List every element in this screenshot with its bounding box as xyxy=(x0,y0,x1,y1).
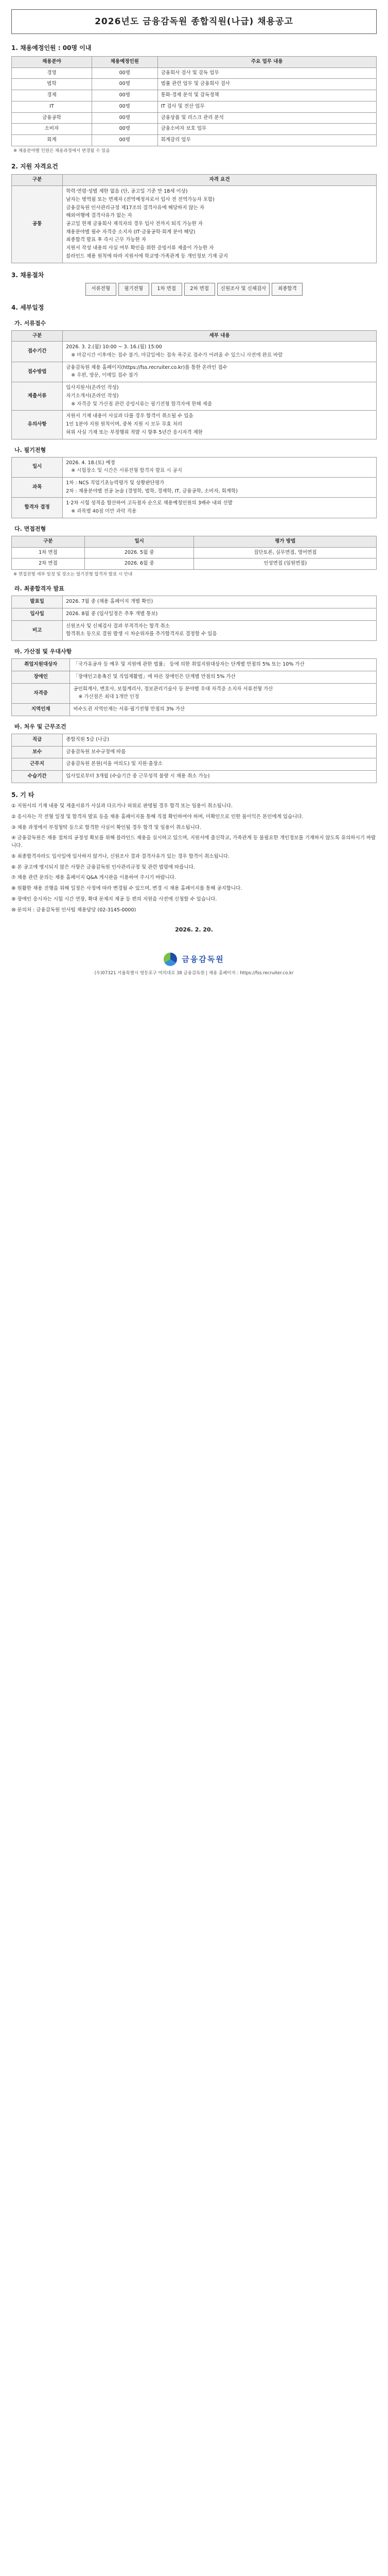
section-2-heading: 2. 지원 자격요건 xyxy=(11,162,58,170)
table-row xyxy=(12,558,377,570)
etc-item: ⑧ 원활한 채용 진행을 위해 일정은 사정에 따라 변경될 수 있으며, 변경 시 채용 홈페이지를 통해 공지합니다. xyxy=(11,886,242,892)
table-cell: 금융공학 xyxy=(12,112,92,124)
interview-note: ※ 면접전형 세부 일정 및 장소는 필기전형 합격자 발표 시 안내 xyxy=(13,572,133,578)
table-row xyxy=(12,758,377,771)
interview-table xyxy=(11,536,377,570)
etc-item: ③ 채용 과정에서 부정청탁 등으로 합격한 사실이 확인될 경우 합격 및 임용이 취소됩니다. xyxy=(11,824,201,831)
list-item: 1인 1분야 지원 원칙이며, 중복 지원 시 모두 무효 처리 xyxy=(66,421,183,428)
table-row xyxy=(12,608,377,621)
announcement-date: 2026. 2. 20. xyxy=(175,926,213,934)
list-item: 채용분야별 필수 자격증 소지자 (IT·금융공학·회계 분야 해당) xyxy=(66,229,196,235)
list-item: 금융감독원 보수규정에 따름 xyxy=(66,749,126,755)
list-item: ※ 가산점은 최대 1개만 인정 xyxy=(78,694,139,700)
application-table xyxy=(11,330,377,439)
table-row xyxy=(12,382,377,411)
table-cell: 집단토론, 실무면접, 영어면접 xyxy=(194,547,377,558)
table-cell: 경제 xyxy=(12,90,92,101)
list-item: ※ 시험장소 및 시간은 서류전형 합격자 발표 시 공지 xyxy=(71,468,182,474)
table-cell: 1차 면접 xyxy=(12,547,85,558)
list-item: ※ 자격증 및 가산점 관련 증빙서류는 필기전형 합격자에 한해 제출 xyxy=(71,401,212,407)
list-item: 2026. 7월 중 (채용 홈페이지 개별 확인) xyxy=(66,599,153,605)
table-row xyxy=(12,704,377,716)
list-item: 2026. 8월 중 (입사일정은 추후 개별 통보) xyxy=(66,611,158,617)
list-item: 「국가유공자 등 예우 및 지원에 관한 법률」 등에 의한 취업지원대상자는 단계별 만점의 5% 또는 10% 가산 xyxy=(73,662,305,668)
table-cell: 인성면접 (임원면접) xyxy=(194,558,377,570)
table-row xyxy=(12,112,377,124)
list-item: 공인회계사, 변호사, 보험계리사, 정보관리기술사 등 분야별 우대 자격증 소지자 서류전형 가산 xyxy=(73,686,273,692)
sub-heading-written: 나. 필기전형 xyxy=(14,446,46,453)
table-cell: 금융회사 검사 및 감독 업무 xyxy=(157,67,376,79)
list-item: 해외여행에 결격사유가 없는 자 xyxy=(66,213,132,219)
table-row xyxy=(12,362,377,382)
list-item: 금융감독원 채용 홈페이지(https://fss.recruiter.co.kr)를 통한 온라인 접수 xyxy=(66,364,227,370)
row-label: 근무지 xyxy=(12,758,63,771)
table-cell: 00명 xyxy=(92,112,157,124)
col-header: 자격 요건 xyxy=(63,175,377,186)
row-label: 유의사항 xyxy=(12,411,63,439)
row-content xyxy=(63,477,377,497)
row-label: 직급 xyxy=(12,734,63,746)
process-step: 2차 면접 xyxy=(184,283,215,296)
list-item: 블라인드 채용 원칙에 따라 지원서에 학교명·가족관계 등 개인정보 기재 금지 xyxy=(66,253,228,259)
row-content xyxy=(70,671,377,683)
list-item: 금융감독원 인사관리규정 제17조의 결격사유에 해당하지 않는 자 xyxy=(66,205,205,211)
row-label: 접수방법 xyxy=(12,362,63,382)
col-header: 일시 xyxy=(84,536,194,547)
table-cell: 00명 xyxy=(92,134,157,146)
table-cell: 00명 xyxy=(92,90,157,101)
table-row xyxy=(12,90,377,101)
recruit-table xyxy=(11,56,377,146)
row-label: 발표일 xyxy=(12,596,63,608)
table-cell: 경영 xyxy=(12,67,92,79)
row-content xyxy=(70,683,377,703)
table-cell: 법학 xyxy=(12,79,92,90)
table-row xyxy=(12,498,377,518)
col-header: 구분 xyxy=(12,330,63,342)
table-row xyxy=(12,547,377,558)
sub-heading-interview: 다. 면접전형 xyxy=(14,525,46,532)
table-row xyxy=(12,411,377,439)
table-cell: 소비자 xyxy=(12,124,92,135)
qualification-list xyxy=(63,186,377,263)
etc-item: ⑤ 최종합격자라도 입사일에 입사하지 않거나, 신원조사 결과 결격사유가 있는 경우 합격이 취소됩니다. xyxy=(11,853,230,859)
list-item: 신원조사 및 신체검사 결과 부적격자는 합격 취소 xyxy=(66,623,170,629)
conditions-table xyxy=(11,734,377,783)
col-header: 주요 업무 내용 xyxy=(157,56,376,67)
table-cell: 00명 xyxy=(92,101,157,112)
etc-item: ① 지원서의 기재 내용 및 제출서류가 사실과 다르거나 허위로 판명될 경우 합격 또는 임용이 취소됩니다. xyxy=(11,803,233,809)
sub-heading-application: 가. 서류접수 xyxy=(14,319,46,327)
list-item: 1·2차 시험 성적을 합산하여 고득점자 순으로 채용예정인원의 3배수 내외 선발 xyxy=(66,500,233,506)
section-4-heading: 4. 세부일정 xyxy=(11,303,44,311)
row-label: 장애인 xyxy=(12,671,70,683)
table-cell: 회계감리 업무 xyxy=(157,134,376,146)
table-row xyxy=(12,124,377,135)
list-item: 「장애인고용촉진 및 직업재활법」에 따른 장애인은 단계별 만점의 5% 가산 xyxy=(73,673,236,680)
row-content xyxy=(63,382,377,411)
section-3-heading: 3. 채용절차 xyxy=(11,271,44,279)
table-row xyxy=(12,457,377,477)
col-header: 채용분야 xyxy=(12,56,92,67)
list-item: 허위 사실 기재 또는 부정행위 적발 시 향후 5년간 응시자격 제한 xyxy=(66,429,203,435)
list-item: 비수도권 지역인재는 서류·필기전형 만점의 3% 가산 xyxy=(73,706,185,713)
etc-item: ⑨ 장애인 응시자는 시험 시간 연장, 확대 문제지 제공 등 편의 지원을 사전에 신청할 수 있습니다. xyxy=(11,896,217,902)
row-label: 보수 xyxy=(12,746,63,758)
row-label: 취업지원대상자 xyxy=(12,659,70,671)
row-label: 수습기간 xyxy=(12,771,63,783)
table-cell: 2026. 5월 중 xyxy=(84,547,194,558)
fss-logo-icon xyxy=(164,953,177,966)
table-cell: 통화·경제 분석 및 감독정책 xyxy=(157,90,376,101)
row-content xyxy=(63,362,377,382)
table-cell: 금융상품 및 리스크 관리 분석 xyxy=(157,112,376,124)
list-item: 입사일로부터 3개월 (수습기간 중 근무성적 불량 시 채용 취소 가능) xyxy=(66,773,210,779)
row-content xyxy=(63,758,377,771)
process-step: 신원조사 및 신체검사 xyxy=(217,283,270,296)
col-header: 세부 내용 xyxy=(63,330,377,342)
list-item: 자기소개서(온라인 작성) xyxy=(66,393,119,399)
row-content xyxy=(63,411,377,439)
list-item: 2026. 4. 18.(토) 예정 xyxy=(66,460,115,466)
written-test-table xyxy=(11,457,377,518)
table-cell: 2026. 6월 중 xyxy=(84,558,194,570)
page-title: 2026년도 금융감독원 종합직원(나급) 채용공고 xyxy=(95,16,293,27)
table-row xyxy=(12,734,377,746)
etc-item: ④ 금융감독원은 채용 절차의 공정성 확보를 위해 블라인드 채용을 실시하고 있으며, 지원서에 출신학교, 가족관계 등 불필요한 개인정보를 기재하지 않도록 유의하시기 바랍니다. xyxy=(11,835,376,849)
list-item: 입사지원서(온라인 작성) xyxy=(66,385,119,391)
row-content xyxy=(70,704,377,716)
list-item: 공고일 현재 금융회사 재직자의 경우 입사 전까지 퇴직 가능한 자 xyxy=(66,221,203,227)
table-row xyxy=(12,134,377,146)
list-item: 1차 : NCS 직업기초능력평가 및 상황판단평가 xyxy=(66,480,165,486)
etc-item: ② 응시자는 각 전형 일정 및 합격자 발표 등을 채용 홈페이지를 통해 직접 확인하여야 하며, 미확인으로 인한 불이익은 본인에게 있습니다. xyxy=(11,814,304,820)
process-step: 필기전형 xyxy=(118,283,149,296)
row-content xyxy=(63,771,377,783)
table-cell: IT 검사 및 전산 업무 xyxy=(157,101,376,112)
table-cell: IT xyxy=(12,101,92,112)
row-content xyxy=(63,746,377,758)
table-row xyxy=(12,477,377,497)
row-label: 공통 xyxy=(12,186,63,263)
row-content xyxy=(63,498,377,518)
list-item: 합격취소 등으로 결원 발생 시 차순위자를 추가합격자로 결정할 수 있음 xyxy=(66,631,217,637)
process-step: 서류전형 xyxy=(85,283,116,296)
table-row xyxy=(12,659,377,671)
row-content xyxy=(63,342,377,362)
table-row xyxy=(12,683,377,703)
list-item: ※ 과목별 40점 미만 과락 적용 xyxy=(71,509,137,515)
list-item: 학력·연령·성별 제한 없음 (단, 공고일 기준 만 18세 이상) xyxy=(66,189,188,195)
table-row xyxy=(12,746,377,758)
list-item: 남자는 병역필 또는 면제자 (전역예정자로서 입사 전 전역가능자 포함) xyxy=(66,196,215,202)
row-label: 지역인재 xyxy=(12,704,70,716)
row-label: 자격증 xyxy=(12,683,70,703)
col-header: 구분 xyxy=(12,175,63,186)
row-content xyxy=(63,608,377,621)
title-box xyxy=(11,9,377,34)
final-table xyxy=(11,596,377,641)
row-content xyxy=(63,734,377,746)
etc-item: ⑦ 채용 관련 문의는 채용 홈페이지 Q&A 게시판을 이용하여 주시기 바랍니다. xyxy=(11,875,177,881)
table-cell: 00명 xyxy=(92,79,157,90)
section-1-heading: 1. 채용예정인원 : 00명 이내 xyxy=(11,44,92,52)
footer-address: (우)07321 서울특별시 영등포구 여의대로 38 금융감독원 | 채용 홈페이지 : https://fss.recruiter.co.kr xyxy=(94,971,294,976)
row-label: 제출서류 xyxy=(12,382,63,411)
table-cell: 00명 xyxy=(92,67,157,79)
row-content xyxy=(70,659,377,671)
sub-heading-conditions: 바. 처우 및 근무조건 xyxy=(14,723,66,730)
list-item: ※ 우편, 방문, 이메일 접수 불가 xyxy=(71,372,138,379)
sub-heading-final: 라. 최종합격자 발표 xyxy=(14,585,64,592)
col-header: 평가 방법 xyxy=(194,536,377,547)
logo-text: 금융감독원 xyxy=(182,954,224,964)
list-item: ※ 마감시간 이후에는 접수 불가, 마감일에는 접속 폭주로 접수가 어려울 수 있으니 사전에 완료 바람 xyxy=(71,352,283,359)
sub-heading-bonus: 마. 가산점 및 우대사항 xyxy=(14,648,72,655)
table-row xyxy=(12,771,377,783)
qualification-table xyxy=(11,174,377,263)
row-content xyxy=(63,596,377,608)
row-label: 일시 xyxy=(12,457,63,477)
table-cell: 2차 면접 xyxy=(12,558,85,570)
process-step: 최종합격 xyxy=(272,283,303,296)
row-label: 입사일 xyxy=(12,608,63,621)
row-content xyxy=(63,457,377,477)
etc-item: ⑥ 본 공고에 명시되지 않은 사항은 금융감독원 인사관리규정 및 관련 법령에 따릅니다. xyxy=(11,864,195,870)
list-item: 금융감독원 본원(서울 여의도) 및 지원·출장소 xyxy=(66,761,163,767)
bonus-table xyxy=(11,658,377,716)
table-row xyxy=(12,342,377,362)
row-label: 과목 xyxy=(12,477,63,497)
etc-list xyxy=(11,803,377,914)
col-header: 채용예정인원 xyxy=(92,56,157,67)
table-row xyxy=(12,596,377,608)
process-steps xyxy=(11,283,377,296)
fss-logo xyxy=(11,953,377,966)
list-item: 최종합격 발표 후 즉시 근무 가능한 자 xyxy=(66,237,147,243)
section-5-heading: 5. 기 타 xyxy=(11,791,34,799)
row-label: 비고 xyxy=(12,620,63,640)
table-row xyxy=(12,101,377,112)
list-item: 종합직원 5급 (나급) xyxy=(66,736,109,742)
table-row xyxy=(12,620,377,640)
list-item: 2026. 3. 2.(월) 10:00 ~ 3. 16.(월) 15:00 xyxy=(66,344,162,350)
list-item: 지원서 기재 내용이 사실과 다를 경우 합격이 취소될 수 있음 xyxy=(66,413,193,419)
list-item: 지원서 작성 내용의 사실 여부 확인을 위한 증빙서류 제출이 가능한 자 xyxy=(66,245,214,251)
row-label: 접수기간 xyxy=(12,342,63,362)
section-1-note: ※ 채용분야별 인원은 채용과정에서 변경될 수 있음 xyxy=(13,148,110,154)
table-cell: 회계 xyxy=(12,134,92,146)
list-item: 2차 : 채용분야별 전공 논술 (경영학, 법학, 경제학, IT, 금융공학, 소비자, 회계학) xyxy=(66,488,238,494)
etc-item: ⑩ 문의처 : 금융감독원 인사팀 채용담당 (02-3145-0000) xyxy=(11,907,136,913)
table-cell: 금융소비자 보호 업무 xyxy=(157,124,376,135)
table-cell: 법률 관련 업무 및 금융회사 검사 xyxy=(157,79,376,90)
process-step: 1차 면접 xyxy=(151,283,182,296)
table-row xyxy=(12,67,377,79)
row-content xyxy=(63,620,377,640)
col-header: 구분 xyxy=(12,536,85,547)
table-row xyxy=(12,671,377,683)
row-label: 합격자 결정 xyxy=(12,498,63,518)
table-row xyxy=(12,79,377,90)
table-cell: 00명 xyxy=(92,124,157,135)
